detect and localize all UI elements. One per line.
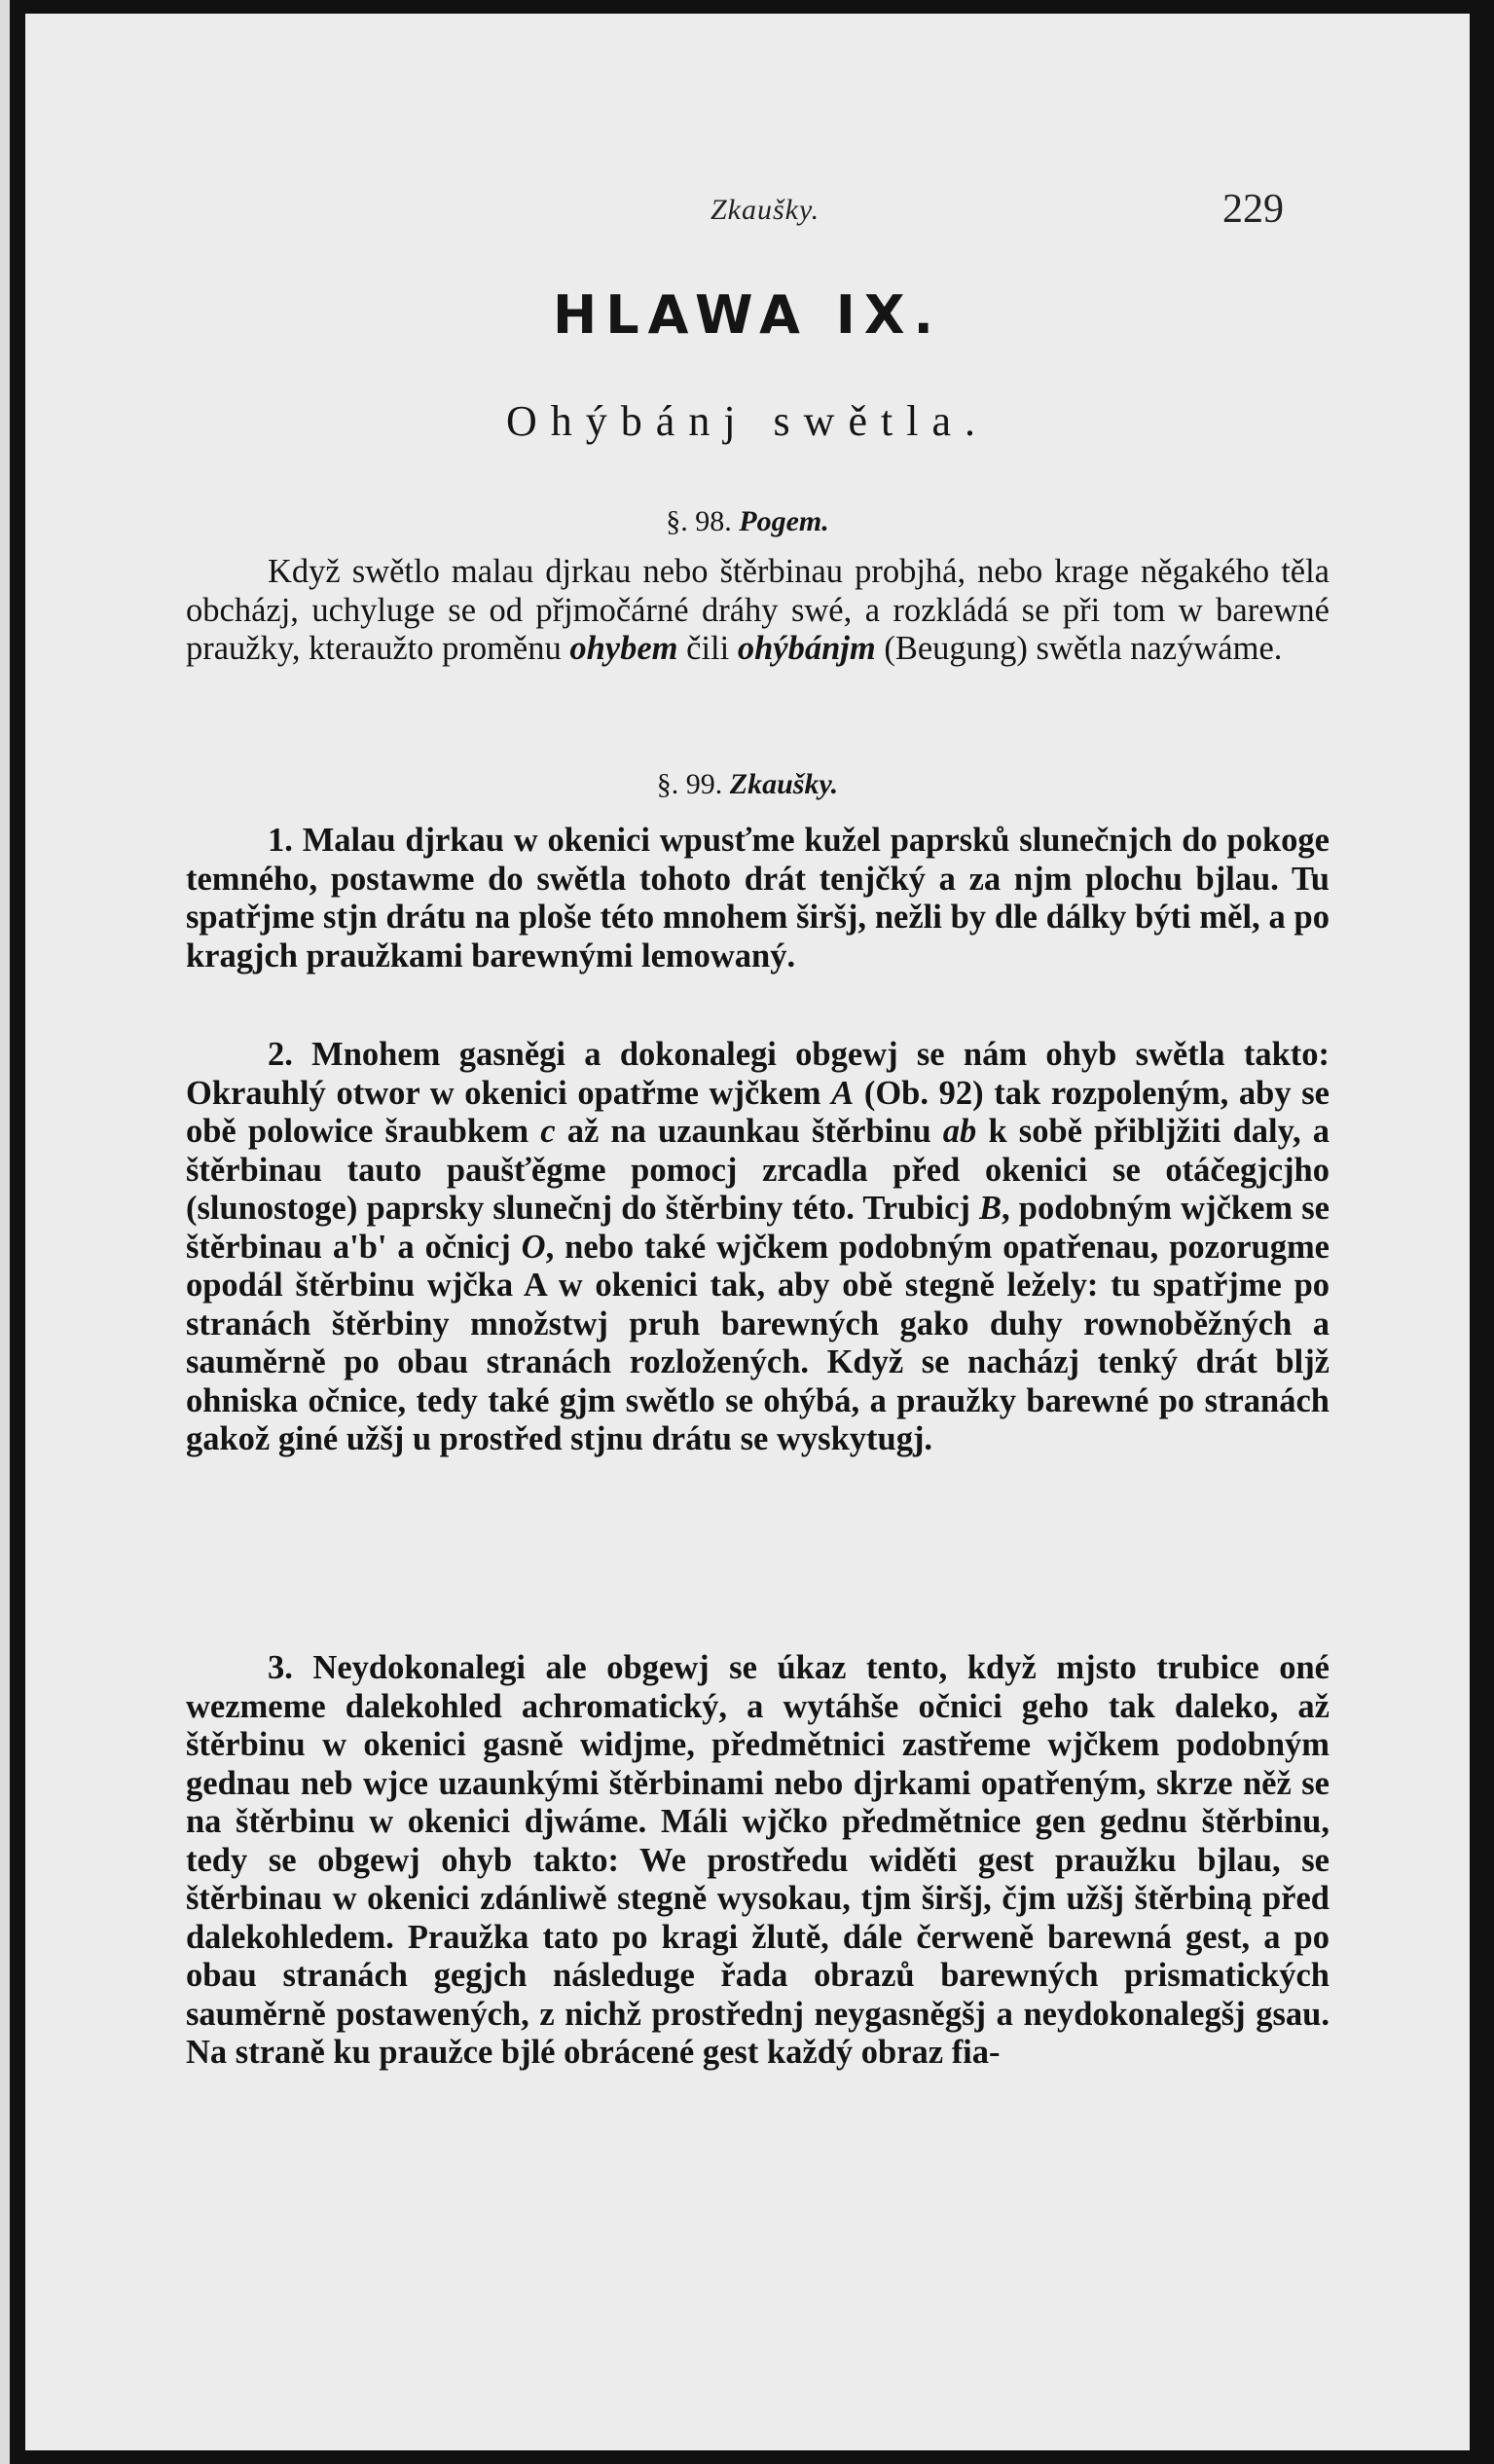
- text-run: k sobě přibljžiti daly, a štěrbinau tauto paušťěgme pomocj zrcadla před okenici se otáčegjcjho (slunostoge) paprsky slunečnj do štěrbiny této. Trubicj: [186, 1113, 1330, 1227]
- page-number: 229: [1222, 187, 1284, 232]
- chapter-subtitle: Ohýbánj swětla.: [506, 397, 989, 445]
- running-head: [25, 187, 1470, 242]
- section-98-paragraph: [186, 553, 1330, 669]
- label-ab: ab: [942, 1113, 977, 1150]
- term-ohyb: ohybem: [569, 630, 678, 667]
- section-99-paragraph-1: 1. Malau djrkau w okenici wpusťme kužel paprsků slunečnjch do pokoge temného, postawme do swětla tohoto drát tenjčký a za njm plochu bjlau. Tu spatřjme stjn drátu na ploše této mnohem širšj, nežli by dle dálky býti měl, a po kragjch praužkami barewnými lemowaný.: [186, 822, 1330, 975]
- running-head-title: Zkaušky.: [711, 194, 820, 226]
- section-99-paragraph-2: [186, 1036, 1330, 1459]
- section-99-title: Zkaušky.: [729, 768, 839, 800]
- section-99-number: §. 99.: [656, 768, 723, 800]
- scan-edge: [0, 0, 10, 2464]
- book-page: [25, 14, 1470, 2450]
- label-A: A: [831, 1074, 855, 1112]
- text-run: 2. Mnohem gasněgi a dokonalegi obgewj se nám ohyb swětla takto: Okrauhlý otwor w okenici opatřme wjčkem: [186, 1036, 1330, 1112]
- section-98-number: §. 98.: [666, 505, 732, 537]
- text-run: až na uzaunkau štěrbinu: [555, 1113, 943, 1150]
- text-run: , podobným wjčkem se štěrbinau a'b' a očnicj: [186, 1190, 1330, 1266]
- section-98-heading: [25, 505, 1470, 538]
- text-run: , nebo také wjčkem podobným opatřenau, pozorugme opodál štěrbinu wjčka A w okenici tak, aby obě stegně ležely: tu spatřjme po stranách štěrbiny množstwj pruh barewných gako duhy rownoběžných a sauměrně po obau stranách rozložených. Když se nacházj tenký drát bljž ohniska očnice, tedy také gjm swětlo se ohýbá, a praužky barewné po stranách gakož giné užšj u prostřed stjnu drátu se wyskytugj.: [186, 1228, 1330, 1457]
- text-run: čili: [677, 630, 738, 667]
- section-99-heading: [25, 768, 1470, 801]
- text-run: (Ob. 92) tak rozpoleným, aby se obě polowice šraubkem: [186, 1074, 1330, 1150]
- text-run: (Beugung) swětla nazýwáme.: [875, 630, 1283, 667]
- text-run: Když swětlo malau djrkau nebo štěrbinau probjhá, nebo krage něgakého těla obcházj, uchyluge se od přjmočárné dráhy swé, a rozkládá se při tom w barewné praužky, kteraužto proměnu: [186, 553, 1330, 667]
- chapter-title: HLAWA IX.: [553, 284, 942, 346]
- section-99-paragraph-3: 3. Neydokonalegi ale obgewj se úkaz tento, když mjsto trubice oné wezmeme dalekohled achromatický, a wytáhše očnici geho tak daleko, až štěrbinu w okenici gasně widjme, předmětnici zastřeme wjčkem podobným gednau neb wjce uzaunkými štěrbinami nebo djrkami opatřeným, skrze něž se na štěrbinu w okenici djwáme. Máli wjčko předmětnice gen gednu štěrbinu, tedy se obgewj ohyb takto: We prostředu widěti gest praužku bjlau, se štěrbinau w okenici zdánliwě stegně wysokau, tjm širšj, čjm užšj štěrbiną před dalekohledem. Praužka tato po kragi žlutě, dále čerweně barewná gest, a po obau stranách gegjch následuge řada obrazů barewných prismatických sauměrně postawených, z nichž prostřednj neygasněgšj a neydokonalegšj gsau. Na straně ku praužce bjlé obrácené gest každý obraz fia-: [186, 1649, 1330, 2071]
- label-B: B: [979, 1190, 1002, 1227]
- label-O: O: [521, 1228, 546, 1266]
- section-98-title: Pogem.: [739, 505, 829, 537]
- label-c: c: [540, 1113, 556, 1150]
- term-ohybanj: ohýbánjm: [737, 630, 876, 667]
